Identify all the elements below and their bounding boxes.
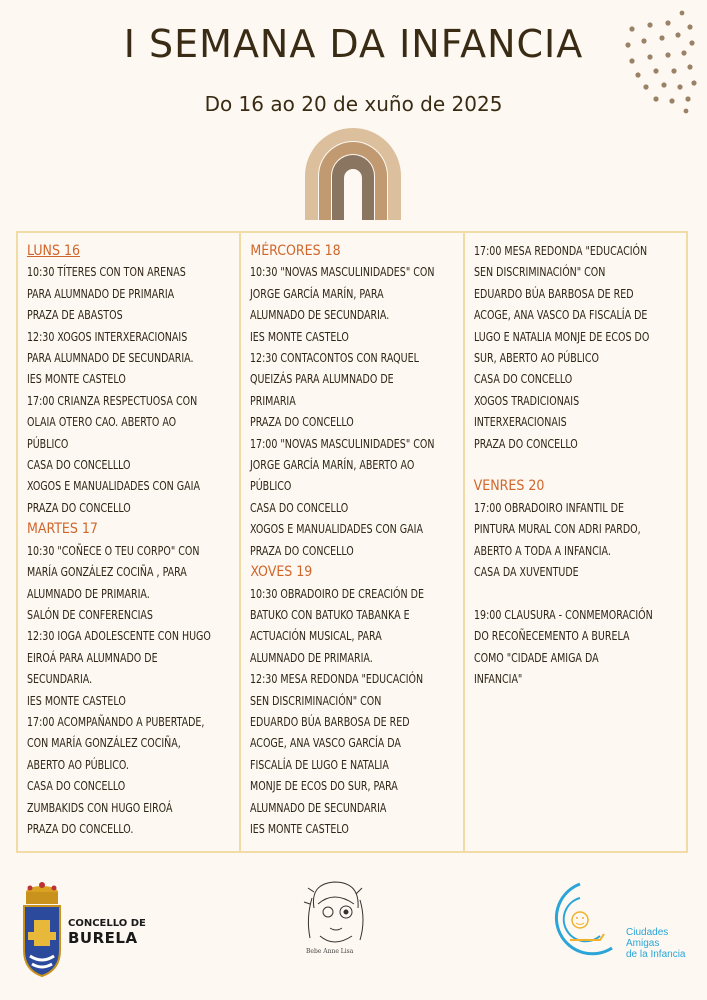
- event-line: SALÓN DE CONFERENCIAS: [27, 607, 153, 622]
- event-line: IES MONTE CASTELO: [250, 821, 350, 836]
- event-line: 17:00 CRIANZA RESPECTUOSA CON: [27, 393, 198, 408]
- event-line: FISCALÍA DE LUGO E NATALIA: [250, 757, 390, 772]
- footer-logos: [0, 870, 707, 1000]
- event-line: ACTUACIÓN MUSICAL, PARA: [250, 629, 383, 644]
- event-line: CASA DO CONCELLO: [27, 779, 126, 794]
- event-line: PINTURA MURAL CON ADRI PARDO,: [473, 522, 641, 537]
- event-line: 12:30 XOGOS INTERXERACIONAIS: [27, 329, 188, 344]
- event-line: CASA DO CONCELLO: [250, 500, 349, 515]
- event-line: INFANCIA": [473, 672, 522, 687]
- event-line: ALUMNADO DE PRIMARIA.: [27, 586, 150, 601]
- event-line: 17:00 ACOMPAÑANDO A PUBERTADE,: [27, 714, 205, 729]
- event-line: INTERXERACIONAIS: [473, 415, 567, 430]
- event-line: COMO "CIDADE AMIGA DA: [473, 650, 599, 665]
- event-line: JORGE GARCÍA MARÍN, ABERTO AO: [250, 458, 415, 473]
- day-heading: LUNS 16: [27, 243, 80, 259]
- day-heading: MÉRCORES 18: [250, 243, 341, 259]
- event-line: 12:30 IOGA ADOLESCENTE CON HUGO: [27, 629, 211, 644]
- burela-logo-text: [68, 918, 146, 947]
- cai-line-3: de la Infancia: [626, 949, 686, 960]
- burela-line-1: CONCELLO DE: [68, 918, 146, 929]
- event-line: IES MONTE CASTELO: [250, 329, 350, 344]
- event-line: PRAZA DE ABASTOS: [27, 308, 123, 323]
- page-title: I SEMANA DA INFANCIA: [123, 22, 584, 66]
- event-line: PÚBLICO: [27, 436, 69, 451]
- cai-line-2: Amigas: [626, 938, 660, 949]
- event-line: PARA ALUMNADO DE SECUNDARIA.: [27, 351, 194, 366]
- event-line: CASA DO CONCELLO: [473, 372, 572, 387]
- event-line: ALUMNADO DE SECUNDARIA.: [250, 308, 390, 323]
- cai-line-1: Ciudades: [626, 927, 669, 938]
- event-line: ALUMNADO DE PRIMARIA.: [250, 650, 374, 665]
- event-line: PRAZA DO CONCELLO: [27, 500, 131, 515]
- event-line: SEN DISCRIMINACIÓN" CON: [250, 693, 382, 708]
- day-heading: MARTES 17: [27, 521, 98, 538]
- event-line: SEN DISCRIMINACIÓN" CON: [473, 265, 606, 280]
- spacer: [474, 583, 686, 604]
- event-line: IES MONTE CASTELO: [27, 693, 126, 708]
- burela-line-2: BURELA: [68, 929, 138, 947]
- event-line: XOGOS E MANUALIDADES CON GAIA: [27, 479, 200, 494]
- day-heading: VENRES 20: [473, 478, 545, 495]
- event-line: PRAZA DO CONCELLO: [473, 436, 578, 451]
- event-line: OLAIA OTERO CAO. ABERTO AO: [27, 415, 177, 430]
- ciudades-amigas-text: [626, 927, 686, 960]
- sketch-caption: Bebe Anne Lisa: [306, 948, 354, 955]
- event-line: ALUMNADO DE SECUNDARIA: [250, 800, 387, 815]
- event-line: 12:30 CONTACONTOS CON RAQUEL: [250, 351, 420, 366]
- event-line: ACOGE, ANA VASCO GARCÍA DA: [250, 736, 402, 751]
- event-line: CASA DO CONCELLLO: [27, 458, 131, 473]
- event-line: JORGE GARCÍA MARÍN, PARA: [250, 286, 384, 301]
- event-line: PÚBLICO: [250, 479, 292, 494]
- event-line: PARA ALUMNADO DE PRIMARIA: [27, 286, 175, 301]
- event-line: MARÍA GONZÁLEZ COCIÑA , PARA: [27, 565, 187, 580]
- day-heading: XOVES 19: [250, 564, 313, 581]
- event-line: CASA DA XUVENTUDE: [473, 565, 579, 580]
- event-line: 10:30 "COÑECE O TEU CORPO" CON: [27, 543, 200, 558]
- event-line: MONJE DE ECOS DO SUR, PARA: [250, 779, 399, 794]
- dots-icon: [620, 5, 700, 115]
- event-line: XOGOS TRADICIONAIS: [473, 393, 579, 408]
- event-line: 19:00 CLAUSURA - CONMEMORACIÓN: [473, 607, 653, 622]
- event-line: ABERTO AO PÚBLICO.: [27, 757, 129, 772]
- coat-of-arms-icon: [20, 880, 64, 980]
- event-line: CON MARÍA GONZÁLEZ COCIÑA,: [27, 736, 181, 751]
- event-line: PRAZA DO CONCELLO: [250, 415, 355, 430]
- ciudades-amigas-logo-icon: [540, 878, 620, 968]
- schedule-grid: [16, 231, 688, 853]
- event-line: 10:30 TÍTERES CON TON ARENAS: [27, 265, 186, 280]
- event-line: QUEIZÁS PARA ALUMNADO DE: [250, 372, 395, 387]
- event-line: EDUARDO BÚA BARBOSA DE RED: [473, 286, 634, 301]
- schedule-column-3: [465, 233, 686, 851]
- event-line: EIROÁ PARA ALUMNADO DE: [27, 650, 158, 665]
- event-line: BATUKO CON BATUKO TABANKA E: [250, 607, 410, 622]
- page-subtitle: Do 16 ao 20 de xuño de 2025: [204, 92, 503, 116]
- event-line: 17:00 "NOVAS MASCULINIDADES" CON: [250, 436, 435, 451]
- spacer: [474, 455, 686, 476]
- child-sketch-icon: [300, 878, 370, 950]
- rainbow-icon: [300, 124, 406, 224]
- schedule-column-2: [241, 233, 464, 851]
- event-line: PRAZA DO CONCELLO: [250, 543, 355, 558]
- event-line: PRAZA DO CONCELLO.: [27, 821, 134, 836]
- event-line: 17:00 MESA REDONDA "EDUCACIÓN: [473, 244, 647, 258]
- event-line: ZUMBAKIDS CON HUGO EIROÁ: [27, 800, 173, 815]
- event-line: SECUNDARIA.: [27, 672, 93, 687]
- schedule-column-1: [18, 233, 241, 851]
- event-line: IES MONTE CASTELO: [27, 372, 126, 387]
- event-line: 10:30 OBRADOIRO DE CREACIÓN DE: [250, 586, 425, 601]
- event-line: DO RECOÑECEMENTO A BURELA: [473, 629, 630, 644]
- event-line: PRIMARIA: [250, 393, 297, 408]
- event-line: EDUARDO BÚA BARBOSA DE RED: [250, 714, 410, 729]
- event-line: XOGOS E MANUALIDADES CON GAIA: [250, 522, 424, 537]
- event-line: SUR, ABERTO AO PÚBLICO: [473, 351, 599, 366]
- event-line: ACOGE, ANA VASCO DA FISCALÍA DE: [473, 308, 648, 323]
- event-line: 10:30 "NOVAS MASCULINIDADES" CON: [250, 265, 435, 280]
- event-line: 12:30 MESA REDONDA "EDUCACIÓN: [250, 672, 424, 687]
- event-line: ABERTO A TODA A INFANCIA.: [473, 543, 611, 558]
- event-line: 17:00 OBRADOIRO INFANTIL DE: [473, 500, 624, 515]
- event-line: LUGO E NATALIA MONJE DE ECOS DO: [473, 329, 650, 344]
